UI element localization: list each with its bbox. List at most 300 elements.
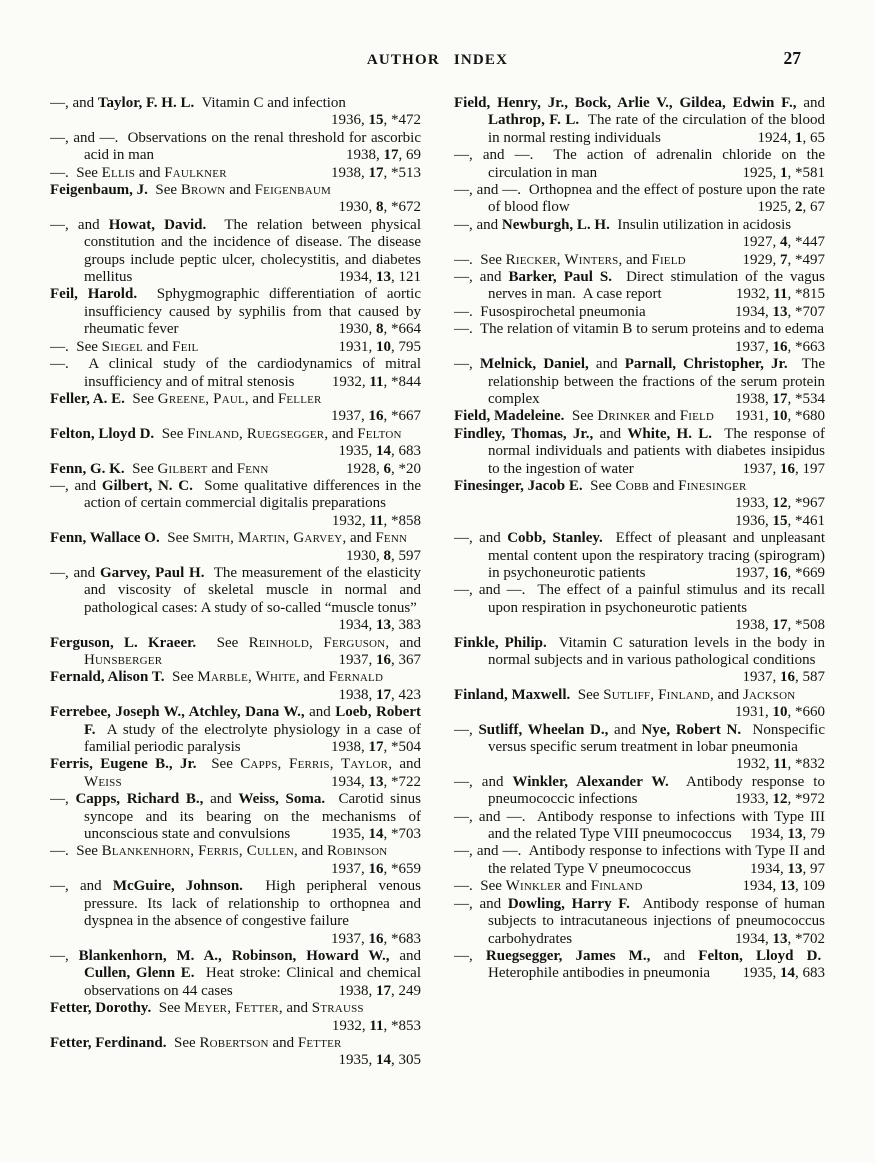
entry-text: —, and bbox=[454, 216, 502, 233]
citation-page: *844 bbox=[391, 373, 421, 390]
index-column-left bbox=[50, 95, 421, 1070]
cross-reference-name: Finland, Ruegsegger bbox=[187, 425, 325, 442]
author-name: Garvey, Paul H. bbox=[99, 564, 205, 581]
citation-volume: 6 bbox=[383, 460, 391, 477]
citation-volume: 13 bbox=[772, 303, 788, 320]
citation-page: *702 bbox=[795, 930, 825, 947]
index-entry bbox=[454, 948, 825, 983]
citation-reference: 1925, 2, 67 bbox=[757, 199, 825, 216]
author-name: Findley, Thomas, Jr., bbox=[454, 425, 594, 442]
author-name: Feigenbaum, J. bbox=[50, 182, 148, 199]
citation-year: 1936 bbox=[331, 112, 361, 129]
citation-reference: 1933, 12, *972 bbox=[735, 791, 825, 808]
index-entry bbox=[50, 756, 421, 791]
citation-page: *461 bbox=[795, 512, 825, 529]
entry-text: and bbox=[648, 477, 679, 494]
cross-reference-name: Fetter bbox=[297, 1034, 342, 1051]
author-name: Felton, Lloyd D. bbox=[50, 425, 155, 442]
entry-text: —, bbox=[454, 356, 480, 373]
cross-reference-name: Marble, White bbox=[197, 669, 296, 686]
citation-page: *497 bbox=[795, 251, 825, 268]
cross-reference-name: Finland bbox=[590, 878, 643, 895]
citation-page: 121 bbox=[398, 269, 421, 286]
citation-reference: 1934, 13, 79 bbox=[750, 826, 825, 843]
citation-page: 683 bbox=[802, 965, 825, 982]
entry-text: , and bbox=[710, 686, 743, 703]
citation-page: 69 bbox=[406, 147, 421, 164]
citation-year: 1930 bbox=[346, 547, 376, 564]
cross-reference-name: Riecker, Winters bbox=[505, 251, 619, 268]
citation-reference: 1938, 17, *534 bbox=[735, 390, 825, 407]
citation-volume: 13 bbox=[780, 878, 795, 895]
citation-page: 79 bbox=[810, 826, 825, 843]
index-entry bbox=[50, 95, 421, 130]
author-name: Nye, Robert N. bbox=[641, 721, 742, 738]
citation-page: *832 bbox=[795, 756, 825, 773]
entry-text: —, and —. Observations on the renal threshold for ascorbic acid in man bbox=[50, 129, 421, 164]
citation-volume: 1 bbox=[795, 129, 803, 146]
author-name: Felton, Lloyd D. bbox=[698, 947, 822, 964]
entry-text: The rate of the circulation of the blood in normal resting individuals bbox=[488, 112, 825, 146]
entry-text: —. See bbox=[50, 338, 102, 355]
citation-volume: 16 bbox=[368, 930, 384, 947]
cross-reference-name: Weiss bbox=[84, 773, 122, 790]
citation-year: 1934 bbox=[750, 826, 780, 843]
entry-text: and bbox=[796, 95, 825, 111]
citation-page: *858 bbox=[391, 512, 421, 529]
author-name: Fernald, Alison T. bbox=[50, 669, 165, 686]
author-name: Newburgh, L. H. bbox=[501, 216, 610, 233]
entry-text: —, and bbox=[454, 895, 508, 912]
index-entry bbox=[50, 704, 421, 756]
citation-page: 249 bbox=[398, 982, 421, 999]
index-entry bbox=[50, 165, 421, 182]
author-name: Parnall, Christopher, Jr. bbox=[624, 356, 788, 373]
cross-reference-name: Siegel bbox=[101, 338, 143, 355]
entry-text: , and bbox=[244, 390, 278, 407]
author-name: Taylor, F. H. L. bbox=[97, 95, 195, 111]
citation-volume: 14 bbox=[780, 965, 795, 982]
cross-reference-name: Fenn bbox=[375, 530, 408, 547]
entry-text: See bbox=[570, 686, 604, 703]
citation-year: 1937 bbox=[331, 930, 361, 947]
entry-text: See bbox=[151, 1000, 185, 1017]
author-name: Fetter, Dorothy. bbox=[50, 1000, 152, 1017]
citation-reference: 1934, 13, *702 bbox=[735, 930, 825, 947]
citation-volume: 12 bbox=[772, 791, 788, 808]
citation-reference: 1931, 10, *660 bbox=[735, 704, 825, 721]
citation-page: 383 bbox=[398, 617, 421, 634]
author-name: Fetter, Ferdinand. bbox=[50, 1034, 167, 1051]
citation-page: *513 bbox=[391, 164, 421, 181]
entry-text: See bbox=[124, 460, 158, 477]
index-entry bbox=[50, 565, 421, 635]
cross-reference-name: Sutliff, Finland bbox=[603, 686, 711, 703]
entry-text: and bbox=[225, 182, 255, 199]
citation-page: *967 bbox=[795, 495, 825, 512]
citation-volume: 17 bbox=[368, 164, 384, 181]
entry-text: —, and bbox=[50, 95, 98, 111]
citation-reference: 1935, 14, 305 bbox=[338, 1052, 421, 1069]
citation-volume: 13 bbox=[772, 930, 788, 947]
index-entry bbox=[454, 774, 825, 809]
entry-text: —, bbox=[50, 791, 76, 808]
citation-year: 1928 bbox=[346, 460, 376, 477]
citation-page: 367 bbox=[398, 652, 421, 668]
citation-page: *447 bbox=[795, 234, 825, 251]
citation-year: 1938 bbox=[735, 390, 765, 407]
cross-reference-name: Capps, Ferris, Taylor bbox=[240, 756, 389, 773]
citation-volume: 16 bbox=[376, 652, 391, 668]
citation-reference: 1937, 16, *683 bbox=[331, 930, 421, 947]
entry-text: Sphygmographic differentiation of aortic insufficiency caused by syphilis from that caused by rheumatic fever bbox=[84, 286, 421, 338]
entry-text: and bbox=[304, 704, 336, 721]
citation-reference: 1936, 15, *461 bbox=[735, 512, 825, 529]
citation-volume: 17 bbox=[376, 686, 391, 703]
citation-page: 197 bbox=[802, 460, 825, 477]
entry-text: The response of normal individuals and patients with diabetes insipidus to the ingestion of water bbox=[488, 425, 825, 477]
citation-reference: 1936, 15, *472 bbox=[331, 112, 421, 129]
citation-page: *667 bbox=[391, 408, 421, 425]
index-entry bbox=[50, 530, 421, 565]
citation-reference: 1934, 13, 121 bbox=[338, 269, 421, 286]
citation-reference: 1937, 16, 197 bbox=[742, 460, 825, 477]
page-title: AUTHOR INDEX bbox=[366, 52, 509, 68]
index-entry bbox=[50, 182, 421, 217]
entry-text: See bbox=[154, 425, 188, 442]
index-entry bbox=[50, 1035, 421, 1070]
entry-text: , and bbox=[295, 669, 329, 686]
citation-volume: 13 bbox=[787, 826, 803, 843]
citation-reference: 1930, 8, *672 bbox=[338, 199, 421, 216]
citation-reference: 1938, 17, 249 bbox=[338, 982, 421, 999]
citation-volume: 17 bbox=[376, 982, 391, 999]
citation-page: *680 bbox=[795, 408, 825, 425]
citation-year: 1935 bbox=[338, 1052, 369, 1069]
citation-page: *581 bbox=[795, 164, 825, 181]
citation-reference: 1935, 14, 683 bbox=[338, 443, 421, 460]
citation-year: 1936 bbox=[735, 512, 765, 529]
cross-reference-name: Finesinger bbox=[678, 477, 747, 494]
citation-reference: 1931, 10, 795 bbox=[338, 338, 421, 355]
citation-reference: 1935, 14, 683 bbox=[742, 965, 825, 982]
entry-text: —. A clinical study of the cardiodynamics of mitral insufficiency and of mitral stenosis bbox=[50, 356, 421, 390]
citation-page: 597 bbox=[398, 547, 421, 564]
citation-year: 1937 bbox=[742, 460, 773, 477]
citation-page: 97 bbox=[810, 860, 825, 877]
author-name: Ruegsegger, James M., bbox=[485, 947, 651, 964]
citation-page: *20 bbox=[398, 460, 421, 477]
entry-text: —. See bbox=[50, 843, 102, 860]
entry-text: —. See bbox=[454, 878, 506, 895]
citation-volume: 13 bbox=[376, 617, 391, 634]
citation-reference: 1930, 8, 597 bbox=[346, 547, 421, 564]
index-entry bbox=[50, 635, 421, 670]
cross-reference-name: Faulkner bbox=[164, 164, 227, 181]
citation-year: 1933 bbox=[735, 495, 765, 512]
citation-volume: 11 bbox=[369, 512, 384, 529]
citation-page: 683 bbox=[398, 443, 421, 460]
author-name: Field, Madeleine. bbox=[454, 408, 565, 425]
citation-year: 1927 bbox=[742, 234, 773, 251]
cross-reference-name: Feigenbaum bbox=[254, 182, 331, 199]
author-name: Loeb, Robert F. bbox=[84, 704, 421, 738]
citation-volume: 17 bbox=[383, 147, 399, 164]
cross-reference-name: Blankenhorn, Ferris, Cullen bbox=[101, 843, 295, 860]
index-entry bbox=[454, 356, 825, 408]
entry-text: and bbox=[203, 791, 239, 808]
entry-text: High peripheral venous pressure. Its lack of relationship to orthopnea and dyspnea in the absence of congestive failure bbox=[84, 878, 421, 930]
citation-volume: 16 bbox=[780, 460, 795, 477]
entry-text: The relation between physical constitution and the incidence of disease. The disease groups include peptic ulcer, cholecystitis, and diabetes mellitus bbox=[84, 216, 421, 286]
entry-text: —, bbox=[454, 721, 479, 738]
citation-page: 795 bbox=[398, 338, 421, 355]
citation-year: 1934 bbox=[735, 303, 765, 320]
entry-text: See bbox=[196, 756, 241, 773]
entry-text: —. Fusospirochetal pneumonia bbox=[454, 303, 646, 320]
entry-text: , and bbox=[324, 425, 358, 442]
index-entry bbox=[454, 809, 825, 844]
citation-year: 1934 bbox=[750, 860, 780, 877]
author-name: Finland, Maxwell. bbox=[454, 686, 571, 703]
citation-volume: 17 bbox=[772, 617, 788, 634]
entry-text: See bbox=[582, 477, 616, 494]
citation-reference: 1937, 16, *667 bbox=[331, 408, 421, 425]
entry-text: , and bbox=[342, 530, 376, 547]
citation-year: 1935 bbox=[742, 965, 773, 982]
citation-reference: 1938, 17, 69 bbox=[346, 147, 421, 164]
citation-year: 1938 bbox=[338, 982, 369, 999]
citation-page: *664 bbox=[391, 321, 421, 338]
entry-text: —, and bbox=[454, 530, 508, 547]
author-name: Lathrop, F. L. bbox=[488, 112, 580, 129]
author-name: Capps, Richard B., bbox=[75, 791, 204, 808]
entry-text: See bbox=[166, 1034, 200, 1051]
index-entry bbox=[454, 478, 825, 530]
author-name: Blankenhorn, M. A., Robinson, Howard W., bbox=[78, 947, 390, 964]
entry-text: —, and bbox=[50, 564, 100, 581]
citation-reference: 1932, 11, *844 bbox=[331, 373, 421, 390]
entry-text: and bbox=[650, 408, 680, 425]
index-entry bbox=[454, 878, 825, 895]
cross-reference-name: Cobb bbox=[615, 477, 649, 494]
cross-reference-name: Drinker bbox=[597, 408, 651, 425]
author-name: Ferrebee, Joseph W., Atchley, Dana W., bbox=[50, 704, 305, 721]
citation-reference: 1935, 14, *703 bbox=[331, 826, 421, 843]
entry-text: —, and bbox=[454, 773, 513, 790]
citation-page: 305 bbox=[398, 1052, 421, 1069]
cross-reference-name: Field bbox=[679, 408, 715, 425]
author-name: Sutliff, Wheelan D., bbox=[478, 721, 609, 738]
citation-reference: 1929, 7, *497 bbox=[742, 251, 825, 268]
citation-reference: 1937, 16, *659 bbox=[331, 860, 421, 877]
entry-text: and bbox=[207, 460, 237, 477]
entry-text: , and bbox=[385, 634, 421, 651]
entry-text: —, bbox=[454, 947, 486, 964]
entry-text: See bbox=[164, 669, 198, 686]
author-name: Feil, Harold. bbox=[50, 286, 138, 303]
cross-reference-name: Feller bbox=[277, 390, 322, 407]
citation-volume: 13 bbox=[376, 269, 391, 286]
cross-reference-name: Brown bbox=[180, 182, 226, 199]
citation-reference: 1924, 1, 65 bbox=[757, 129, 825, 146]
entry-text: Effect of pleasant and unpleasant mental content upon the respiratory tracing (spirogram) in psychoneurotic patients bbox=[488, 530, 825, 581]
index-column-right bbox=[454, 95, 825, 1070]
index-entry bbox=[454, 635, 825, 687]
citation-page: *504 bbox=[391, 739, 421, 756]
index-entry bbox=[454, 321, 825, 356]
entry-text: —. See bbox=[50, 164, 102, 181]
citation-year: 1932 bbox=[331, 373, 362, 390]
citation-page: *669 bbox=[795, 564, 825, 581]
cross-reference-name: Winkler bbox=[505, 878, 562, 895]
citation-year: 1938 bbox=[338, 686, 369, 703]
citation-volume: 16 bbox=[772, 338, 788, 355]
citation-year: 1938 bbox=[331, 739, 361, 756]
citation-volume: 8 bbox=[383, 547, 391, 564]
citation-year: 1935 bbox=[338, 443, 369, 460]
index-entry bbox=[50, 791, 421, 843]
citation-page: *663 bbox=[795, 338, 825, 355]
entry-text: —, bbox=[50, 947, 79, 964]
citation-page: *722 bbox=[391, 773, 421, 790]
entry-text: and bbox=[561, 878, 591, 895]
index-entry bbox=[454, 217, 825, 252]
citation-year: 1934 bbox=[338, 617, 369, 634]
index-entry bbox=[454, 269, 825, 304]
citation-page: 65 bbox=[810, 129, 825, 146]
entry-text: Heat stroke: Clinical and chemical observations on 44 cases bbox=[84, 965, 421, 999]
cross-reference-name: Reinhold, Ferguson bbox=[248, 634, 386, 651]
index-entry bbox=[454, 252, 825, 269]
citation-page: *672 bbox=[391, 199, 421, 216]
citation-page: 587 bbox=[802, 669, 825, 686]
citation-year: 1932 bbox=[735, 286, 766, 303]
index-entry bbox=[454, 530, 825, 582]
citation-page: *472 bbox=[391, 112, 421, 129]
index-columns bbox=[50, 95, 825, 1070]
author-name: Howat, David. bbox=[108, 216, 207, 233]
author-name: White, H. L. bbox=[627, 425, 712, 442]
author-name: Ferguson, L. Kraeer. bbox=[50, 634, 197, 651]
citation-year: 1935 bbox=[331, 826, 361, 843]
citation-reference: 1937, 16, 367 bbox=[338, 652, 421, 668]
index-entry bbox=[454, 843, 825, 878]
cross-reference-name: Field bbox=[651, 251, 686, 268]
entry-text: , and bbox=[294, 843, 327, 860]
entry-text: —, and —. The action of adrenalin chloride on the circulation in man bbox=[454, 147, 825, 181]
page-header bbox=[50, 48, 825, 69]
index-entry bbox=[50, 1000, 421, 1035]
citation-reference: 1934, 13, 109 bbox=[742, 878, 825, 895]
cross-reference-name: Felton bbox=[357, 425, 402, 442]
entry-text: and bbox=[268, 1034, 298, 1051]
entry-text: Heterophile antibodies in pneumonia bbox=[488, 947, 825, 982]
citation-reference: 1933, 12, *967 bbox=[735, 495, 825, 512]
citation-year: 1934 bbox=[331, 773, 361, 790]
entry-text: and bbox=[389, 947, 421, 964]
entry-text: and bbox=[650, 947, 699, 964]
author-name: Winkler, Alexander W. bbox=[512, 773, 669, 790]
citation-volume: 16 bbox=[772, 564, 788, 581]
citation-volume: 14 bbox=[368, 826, 384, 843]
cross-reference-name: Robinson bbox=[326, 843, 388, 860]
citation-volume: 10 bbox=[376, 338, 391, 355]
citation-page: 109 bbox=[802, 878, 825, 895]
citation-reference: 1937, 16, 587 bbox=[742, 669, 825, 686]
entry-text: —, and bbox=[50, 878, 113, 895]
citation-reference: 1938, 17, *513 bbox=[331, 164, 421, 181]
citation-volume: 7 bbox=[780, 251, 788, 268]
entry-text: A study of the electrolyte physiology in a case of familial periodic paralysis bbox=[84, 721, 421, 756]
entry-text: , and bbox=[388, 756, 421, 773]
citation-year: 1932 bbox=[331, 1017, 362, 1034]
cross-reference-name: Fernald bbox=[328, 669, 384, 686]
citation-year: 1938 bbox=[331, 164, 361, 181]
citation-page: *659 bbox=[391, 860, 421, 877]
author-name: Field, Henry, Jr., Bock, Arlie V., Gildea, Edwin F., bbox=[454, 95, 797, 111]
index-entry bbox=[50, 843, 421, 878]
entry-text: , and bbox=[278, 1000, 312, 1017]
entry-text: —, and —. Antibody response to infections with Type II and the related Type V pneumococcus bbox=[454, 843, 825, 877]
entry-text: Some qualitative differences in the action of certain commercial digitalis preparations bbox=[84, 477, 421, 512]
index-entry bbox=[50, 878, 421, 948]
author-name: Dowling, Harry F. bbox=[507, 895, 630, 912]
citation-volume: 1 bbox=[780, 164, 788, 181]
citation-volume: 10 bbox=[772, 408, 788, 425]
citation-page: *972 bbox=[795, 791, 825, 808]
citation-volume: 8 bbox=[376, 321, 384, 338]
citation-reference: 1937, 16, *663 bbox=[735, 338, 825, 355]
entry-text: See bbox=[564, 408, 598, 425]
citation-reference: 1937, 16, *669 bbox=[735, 564, 825, 581]
citation-reference: 1925, 1, *581 bbox=[742, 164, 825, 181]
citation-year: 1931 bbox=[735, 408, 765, 425]
citation-volume: 14 bbox=[376, 443, 391, 460]
citation-reference: 1938, 17, *504 bbox=[331, 739, 421, 756]
index-entry bbox=[50, 391, 421, 426]
citation-reference: 1932, 11, *815 bbox=[735, 286, 825, 303]
entry-text: and bbox=[608, 721, 642, 738]
citation-reference: 1938, 17, *508 bbox=[735, 617, 825, 634]
author-name: Weiss, Soma. bbox=[238, 791, 326, 808]
entry-text: Carotid sinus syncope and its bearing on the mechanisms of unconscious state and convulsions bbox=[84, 791, 421, 843]
citation-reference: 1932, 11, *858 bbox=[331, 512, 421, 529]
index-entry bbox=[454, 896, 825, 948]
author-name: Ferris, Eugene B., Jr. bbox=[50, 756, 197, 773]
citation-page: *853 bbox=[391, 1017, 421, 1034]
entry-text: Antibody response of human subjects to intracutaneous injections of pneumococcus carbohydrates bbox=[488, 895, 825, 947]
index-entry bbox=[50, 286, 421, 338]
citation-year: 1931 bbox=[338, 338, 369, 355]
citation-page: *534 bbox=[795, 390, 825, 407]
citation-page: *660 bbox=[795, 704, 825, 721]
citation-volume: 10 bbox=[772, 704, 788, 721]
index-entry bbox=[454, 147, 825, 182]
entry-text: —. The relation of vitamin B to serum proteins and to edema bbox=[454, 321, 825, 338]
cross-reference-name: Meyer, Fetter bbox=[184, 1000, 279, 1017]
citation-year: 1934 bbox=[735, 930, 765, 947]
citation-page: 423 bbox=[398, 686, 421, 703]
entry-text: —, and —. The effect of a painful stimulus and its recall upon respiration in psychoneurotic patients bbox=[454, 582, 825, 616]
author-name: Cobb, Stanley. bbox=[507, 530, 603, 547]
cross-reference-name: Greene, Paul bbox=[157, 390, 245, 407]
author-name: Finesinger, Jacob E. bbox=[454, 477, 583, 494]
author-name: Melnick, Daniel, bbox=[479, 356, 589, 373]
index-entry bbox=[454, 408, 825, 425]
entry-text: See bbox=[196, 634, 249, 651]
citation-year: 1930 bbox=[338, 199, 369, 216]
